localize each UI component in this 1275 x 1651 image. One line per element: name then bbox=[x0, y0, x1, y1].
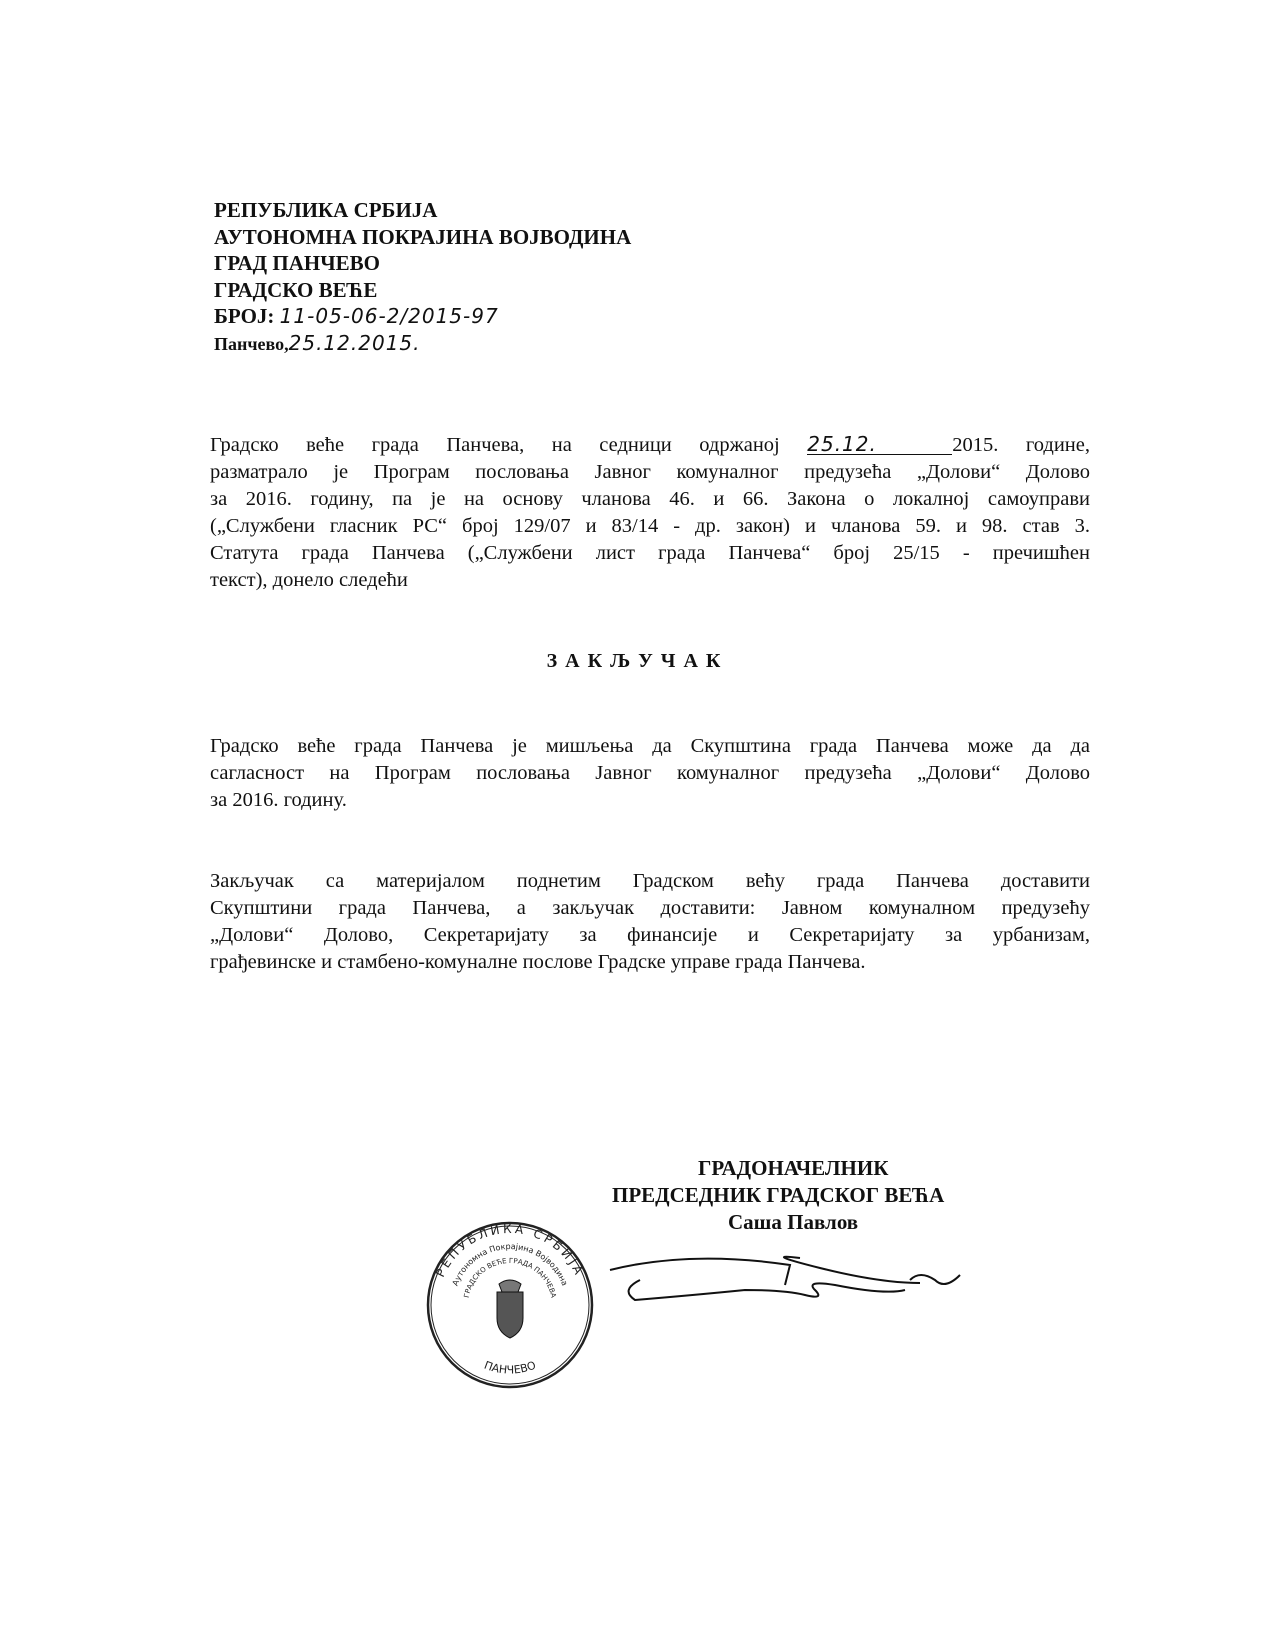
delivery-paragraph bbox=[210, 868, 1090, 976]
number-value: 11-05-06-2/2015-97 bbox=[279, 304, 499, 328]
intro-line: („Службени гласник РС“ број 129/07 и 83/14 - др. закон) и чланова 59. и 98. став 3. bbox=[210, 515, 1090, 537]
place-label: Панчево, bbox=[214, 333, 289, 354]
header-line: ГРАДСКО ВЕЋЕ bbox=[214, 277, 378, 302]
date-value: 25.12.2015. bbox=[288, 330, 421, 355]
conclusion-line: Градско веће града Панчева је мишљења да Скупштина града Панчева може да да bbox=[210, 735, 1090, 757]
svg-text:ГРАДСКО ВЕЋЕ ГРАДА ПАНЧЕВА: ГРАДСКО ВЕЋЕ ГРАДА ПАНЧЕВА bbox=[462, 1256, 558, 1299]
header-line: РЕПУБЛИКА СРБИЈА bbox=[214, 198, 438, 222]
conclusion-line: за 2016. годину. bbox=[210, 789, 347, 811]
signatory-title-2: ПРЕДСЕДНИК ГРАДСКОГ ВЕЋА bbox=[612, 1183, 945, 1207]
svg-text:РЕПУБЛИКА СРБИЈА: РЕПУБЛИКА СРБИЈА bbox=[433, 1221, 587, 1280]
conclusion-paragraph bbox=[210, 733, 1090, 814]
handwritten-signature bbox=[600, 1240, 980, 1320]
text: Градско веће града Панчева, на седници одржаној bbox=[210, 434, 780, 456]
conclusion-line: сагласност на Програм пословања Јавног комуналног предузећа „Долови“ Долово bbox=[210, 762, 1090, 784]
delivery-line: грађевинске и стамбено-комуналне послове Градске управе града Панчева. bbox=[210, 951, 866, 973]
document-number bbox=[214, 303, 631, 330]
intro-paragraph bbox=[210, 432, 1090, 594]
delivery-line: Закључак са материјалом поднетим Градском већу града Панчева доставити bbox=[210, 870, 1090, 892]
official-stamp bbox=[425, 1220, 595, 1390]
svg-text:ПАНЧЕВО: ПАНЧЕВО bbox=[482, 1358, 538, 1377]
session-date: 25.12. bbox=[807, 434, 952, 455]
signatory-name: Саша Павлов bbox=[728, 1210, 859, 1234]
svg-text:Аутономна Покрајина Војводина: Аутономна Покрајина Војводина bbox=[450, 1241, 570, 1288]
number-label: БРОЈ: bbox=[214, 304, 275, 328]
intro-line: разматрало је Програм пословања Јавног комуналног предузећа „Долови“ Долово bbox=[210, 461, 1090, 483]
delivery-line: Скупштини града Панчева, а закључак доставити: Јавном комуналном предузећу bbox=[210, 897, 1090, 919]
text: 2015. године, bbox=[952, 434, 1091, 456]
place-date bbox=[214, 330, 631, 358]
header-line: АУТОНОМНА ПОКРАЈИНА ВОЈВОДИНА bbox=[214, 224, 632, 249]
document-header bbox=[214, 197, 631, 357]
intro-line: текст), донело следећи bbox=[210, 569, 408, 591]
intro-line: Статута града Панчева („Службени лист града Панчева“ број 25/15 - пречишћен bbox=[210, 542, 1090, 564]
document-title: ЗАКЉУЧАК bbox=[546, 650, 729, 672]
coat-of-arms-icon bbox=[497, 1280, 523, 1338]
intro-line-1 bbox=[210, 432, 1090, 459]
signatory-title-1: ГРАДОНАЧЕЛНИК bbox=[698, 1156, 889, 1180]
header-line: ГРАД ПАНЧЕВО bbox=[214, 251, 380, 275]
delivery-line: „Долови“ Долово, Секретаријату за финансије и Секретаријату за урбанизам, bbox=[210, 924, 1090, 946]
intro-line: за 2016. годину, па је на основу чланова 46. и 66. Закона о локалној самоуправи bbox=[210, 488, 1090, 510]
